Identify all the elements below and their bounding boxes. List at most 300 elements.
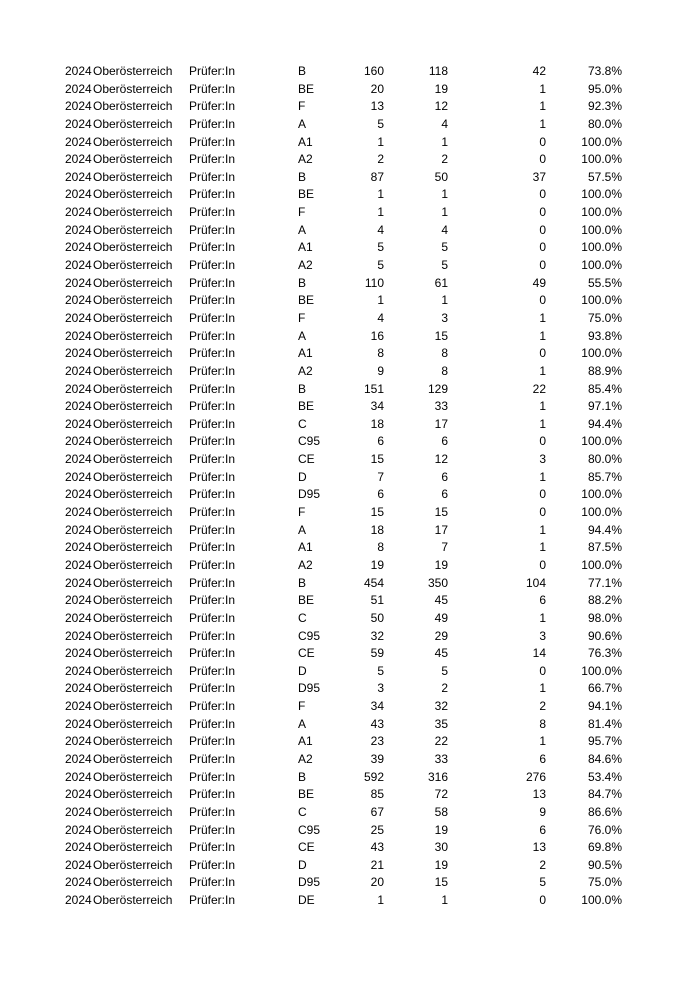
table-row [0,786,700,804]
total-cell: 34 [370,399,384,414]
failed-cell: 2 [539,699,546,714]
class-cell: A1 [298,134,313,149]
role-cell: Prüfer:In [189,787,236,802]
region-cell: Oberösterreich [93,469,173,484]
region-cell: Oberösterreich [93,134,173,149]
role-cell: Prüfer:In [189,540,236,555]
class-cell: C95 [298,434,321,449]
class-cell: BE [298,293,315,308]
failed-cell: 0 [539,663,546,678]
year-cell: 2024 [65,734,92,749]
table-row [0,433,700,451]
total-cell: 5 [377,240,384,255]
year-cell: 2024 [65,346,92,361]
rate-cell: 76.3% [587,646,622,661]
region-cell: Oberösterreich [93,363,173,378]
rate-cell: 88.9% [587,363,622,378]
region-cell: Oberösterreich [93,346,173,361]
failed-cell: 1 [539,399,546,414]
passed-cell: 30 [434,840,448,855]
table-row [0,134,700,152]
rate-cell: 100.0% [581,240,622,255]
passed-cell: 6 [441,469,448,484]
total-cell: 6 [377,434,384,449]
rate-cell: 80.0% [587,116,622,131]
role-cell: Prüfer:In [189,875,236,890]
role-cell: Prüfer:In [189,328,236,343]
year-cell: 2024 [65,310,92,325]
failed-cell: 9 [539,804,546,819]
role-cell: Prüfer:In [189,134,236,149]
rate-cell: 97.1% [587,399,622,414]
class-cell: BE [298,593,315,608]
year-cell: 2024 [65,99,92,114]
class-cell: A1 [298,734,313,749]
total-cell: 4 [377,310,384,325]
total-cell: 34 [370,699,384,714]
passed-cell: 6 [441,434,448,449]
region-cell: Oberösterreich [93,328,173,343]
rate-cell: 100.0% [581,663,622,678]
class-cell: F [298,310,306,325]
failed-cell: 37 [532,169,546,184]
passed-cell: 5 [441,663,448,678]
rate-cell: 85.4% [587,381,622,396]
total-cell: 160 [363,64,384,78]
passed-cell: 1 [441,205,448,220]
passed-cell: 1 [441,293,448,308]
failed-cell: 0 [539,505,546,520]
region-cell: Oberösterreich [93,751,173,766]
class-cell: C95 [298,822,321,837]
class-cell: A [298,716,307,731]
class-cell: F [298,505,306,520]
table-row [0,522,700,540]
class-cell: B [298,769,307,784]
rate-cell: 75.0% [587,875,622,890]
total-cell: 110 [364,275,384,290]
total-cell: 85 [370,787,384,802]
region-cell: Oberösterreich [93,522,173,537]
total-cell: 51 [370,593,384,608]
failed-cell: 1 [539,116,546,131]
class-cell: F [298,699,306,714]
region-cell: Oberösterreich [93,240,173,255]
failed-cell: 1 [539,469,546,484]
passed-cell: 19 [434,822,448,837]
rate-cell: 100.0% [581,505,622,520]
failed-cell: 1 [539,681,546,696]
rate-cell: 88.2% [587,593,622,608]
passed-cell: 17 [434,416,448,431]
region-cell: Oberösterreich [93,769,173,784]
year-cell: 2024 [65,646,92,661]
role-cell: Prüfer:In [189,593,236,608]
failed-cell: 49 [532,275,546,290]
failed-cell: 0 [539,893,546,908]
region-cell: Oberösterreich [93,681,173,696]
table-row [0,769,700,787]
role-cell: Prüfer:In [189,893,236,908]
class-cell: D [298,663,307,678]
passed-cell: 45 [434,593,448,608]
region-cell: Oberösterreich [93,99,173,114]
total-cell: 8 [377,540,384,555]
total-cell: 6 [377,487,384,502]
region-cell: Oberösterreich [93,787,173,802]
table-row [0,257,700,275]
table-row [0,292,700,310]
role-cell: Prüfer:In [189,346,236,361]
role-cell: Prüfer:In [189,434,236,449]
role-cell: Prüfer:In [189,187,236,202]
year-cell: 2024 [65,81,92,96]
total-cell: 15 [370,505,384,520]
table-row [0,839,700,857]
class-cell: A2 [298,363,313,378]
passed-cell: 45 [434,646,448,661]
passed-cell: 3 [441,310,448,325]
failed-cell: 1 [539,522,546,537]
failed-cell: 6 [539,751,546,766]
role-cell: Prüfer:In [189,681,236,696]
passed-cell: 4 [441,116,448,131]
class-cell: F [298,99,306,114]
year-cell: 2024 [65,222,92,237]
passed-cell: 19 [434,81,448,96]
total-cell: 13 [370,99,384,114]
region-cell: Oberösterreich [93,81,173,96]
failed-cell: 1 [539,610,546,625]
failed-cell: 0 [539,434,546,449]
region-cell: Oberösterreich [93,646,173,661]
rate-cell: 93.8% [587,328,622,343]
passed-cell: 1 [441,134,448,149]
year-cell: 2024 [65,610,92,625]
rate-cell: 95.7% [587,734,622,749]
role-cell: Prüfer:In [189,487,236,502]
failed-cell: 6 [539,822,546,837]
table-row [0,751,700,769]
passed-cell: 15 [434,328,448,343]
total-cell: 23 [370,734,384,749]
role-cell: Prüfer:In [189,840,236,855]
region-cell: Oberösterreich [93,416,173,431]
year-cell: 2024 [65,857,92,872]
rate-cell: 100.0% [581,134,622,149]
total-cell: 5 [377,663,384,678]
region-cell: Oberösterreich [93,734,173,749]
total-cell: 43 [370,716,384,731]
passed-cell: 5 [441,240,448,255]
passed-cell: 12 [434,452,448,467]
data-table [0,63,700,910]
passed-cell: 29 [434,628,448,643]
passed-cell: 7 [441,540,448,555]
class-cell: A [298,522,307,537]
class-cell: B [298,381,307,396]
region-cell: Oberösterreich [93,840,173,855]
region-cell: Oberösterreich [93,310,173,325]
rate-cell: 57.5% [587,169,622,184]
passed-cell: 2 [441,152,448,167]
class-cell: C [298,610,307,625]
role-cell: Prüfer:In [189,575,236,590]
class-cell: A [298,328,307,343]
role-cell: Prüfer:In [189,734,236,749]
total-cell: 1 [377,893,384,908]
table-row [0,645,700,663]
region-cell: Oberösterreich [93,399,173,414]
table-row [0,874,700,892]
table-row [0,63,700,81]
failed-cell: 13 [532,787,546,802]
passed-cell: 2 [441,681,448,696]
year-cell: 2024 [65,293,92,308]
year-cell: 2024 [65,64,92,78]
class-cell: CE [298,840,315,855]
year-cell: 2024 [65,593,92,608]
passed-cell: 72 [434,787,448,802]
region-cell: Oberösterreich [93,205,173,220]
rate-cell: 92.3% [587,99,622,114]
year-cell: 2024 [65,452,92,467]
year-cell: 2024 [65,822,92,837]
year-cell: 2024 [65,416,92,431]
failed-cell: 276 [525,769,546,784]
total-cell: 3 [377,681,384,696]
failed-cell: 0 [539,240,546,255]
class-cell: D95 [298,487,321,502]
role-cell: Prüfer:In [189,663,236,678]
rate-cell: 76.0% [587,822,622,837]
table-row [0,557,700,575]
table-row [0,733,700,751]
role-cell: Prüfer:In [189,363,236,378]
failed-cell: 3 [539,628,546,643]
table-row [0,328,700,346]
role-cell: Prüfer:In [189,505,236,520]
table-row [0,416,700,434]
total-cell: 1 [377,187,384,202]
table-row [0,486,700,504]
table-row [0,822,700,840]
passed-cell: 61 [434,275,448,290]
total-cell: 59 [370,646,384,661]
region-cell: Oberösterreich [93,540,173,555]
passed-cell: 4 [441,222,448,237]
total-cell: 2 [377,152,384,167]
class-cell: A [298,116,307,131]
region-cell: Oberösterreich [93,875,173,890]
year-cell: 2024 [65,540,92,555]
class-cell: DE [298,893,315,908]
role-cell: Prüfer:In [189,310,236,325]
year-cell: 2024 [65,699,92,714]
table-row [0,504,700,522]
passed-cell: 316 [427,769,448,784]
table-row [0,857,700,875]
passed-cell: 129 [427,381,448,396]
class-cell: C [298,416,307,431]
table-row [0,222,700,240]
class-cell: BE [298,399,315,414]
passed-cell: 19 [434,857,448,872]
total-cell: 50 [370,610,384,625]
total-cell: 592 [363,769,384,784]
rate-cell: 86.6% [587,804,622,819]
total-cell: 18 [370,416,384,431]
role-cell: Prüfer:In [189,522,236,537]
class-cell: A2 [298,258,313,273]
total-cell: 87 [370,169,384,184]
role-cell: Prüfer:In [189,716,236,731]
failed-cell: 1 [539,540,546,555]
class-cell: BE [298,81,315,96]
total-cell: 32 [370,628,384,643]
table-row [0,363,700,381]
year-cell: 2024 [65,275,92,290]
failed-cell: 0 [539,258,546,273]
role-cell: Prüfer:In [189,769,236,784]
rate-cell: 94.4% [587,522,622,537]
total-cell: 9 [377,363,384,378]
role-cell: Prüfer:In [189,469,236,484]
role-cell: Prüfer:In [189,452,236,467]
region-cell: Oberösterreich [93,381,173,396]
class-cell: CE [298,452,315,467]
total-cell: 43 [370,840,384,855]
role-cell: Prüfer:In [189,699,236,714]
failed-cell: 1 [539,99,546,114]
class-cell: A1 [298,346,313,361]
total-cell: 151 [363,381,384,396]
rate-cell: 94.4% [587,416,622,431]
rate-cell: 80.0% [587,452,622,467]
year-cell: 2024 [65,787,92,802]
table-row [0,716,700,734]
role-cell: Prüfer:In [189,381,236,396]
failed-cell: 1 [539,416,546,431]
passed-cell: 5 [441,258,448,273]
total-cell: 39 [370,751,384,766]
role-cell: Prüfer:In [189,646,236,661]
region-cell: Oberösterreich [93,610,173,625]
table-row [0,539,700,557]
passed-cell: 350 [427,575,448,590]
class-cell: D95 [298,681,321,696]
rate-cell: 69.8% [587,840,622,855]
total-cell: 1 [377,293,384,308]
class-cell: A1 [298,540,313,555]
total-cell: 5 [377,116,384,131]
role-cell: Prüfer:In [189,81,236,96]
failed-cell: 1 [539,81,546,96]
role-cell: Prüfer:In [189,557,236,572]
failed-cell: 0 [539,152,546,167]
year-cell: 2024 [65,751,92,766]
rate-cell: 90.5% [587,857,622,872]
rate-cell: 85.7% [587,469,622,484]
class-cell: BE [298,787,315,802]
table-row [0,575,700,593]
region-cell: Oberösterreich [93,487,173,502]
passed-cell: 58 [434,804,448,819]
rate-cell: 100.0% [581,152,622,167]
rate-cell: 100.0% [581,187,622,202]
failed-cell: 0 [539,487,546,502]
table-row [0,381,700,399]
failed-cell: 3 [539,452,546,467]
table-row [0,186,700,204]
region-cell: Oberösterreich [93,699,173,714]
failed-cell: 0 [539,134,546,149]
year-cell: 2024 [65,363,92,378]
rate-cell: 53.4% [587,769,622,784]
class-cell: D95 [298,875,321,890]
year-cell: 2024 [65,240,92,255]
role-cell: Prüfer:In [189,628,236,643]
table-row [0,239,700,257]
failed-cell: 104 [525,575,546,590]
class-cell: D [298,469,307,484]
year-cell: 2024 [65,328,92,343]
passed-cell: 17 [434,522,448,537]
table-row [0,892,700,910]
table-row [0,98,700,116]
rate-cell: 100.0% [581,346,622,361]
year-cell: 2024 [65,258,92,273]
failed-cell: 1 [539,734,546,749]
region-cell: Oberösterreich [93,822,173,837]
role-cell: Prüfer:In [189,275,236,290]
failed-cell: 1 [539,310,546,325]
rate-cell: 84.6% [587,751,622,766]
class-cell: A2 [298,152,313,167]
total-cell: 20 [370,875,384,890]
rate-cell: 81.4% [587,716,622,731]
total-cell: 21 [370,857,384,872]
passed-cell: 22 [434,734,448,749]
passed-cell: 15 [434,505,448,520]
passed-cell: 33 [434,751,448,766]
role-cell: Prüfer:In [189,258,236,273]
passed-cell: 32 [434,699,448,714]
role-cell: Prüfer:In [189,293,236,308]
rate-cell: 66.7% [587,681,622,696]
failed-cell: 22 [532,381,546,396]
year-cell: 2024 [65,716,92,731]
total-cell: 18 [370,522,384,537]
role-cell: Prüfer:In [189,169,236,184]
rate-cell: 73.8% [587,64,622,78]
total-cell: 8 [377,346,384,361]
region-cell: Oberösterreich [93,116,173,131]
failed-cell: 8 [539,716,546,731]
passed-cell: 50 [434,169,448,184]
passed-cell: 19 [434,557,448,572]
passed-cell: 15 [434,875,448,890]
total-cell: 5 [377,258,384,273]
table-row [0,169,700,187]
role-cell: Prüfer:In [189,64,236,78]
table-row [0,204,700,222]
region-cell: Oberösterreich [93,505,173,520]
rate-cell: 100.0% [581,557,622,572]
region-cell: Oberösterreich [93,293,173,308]
rate-cell: 100.0% [581,222,622,237]
year-cell: 2024 [65,505,92,520]
